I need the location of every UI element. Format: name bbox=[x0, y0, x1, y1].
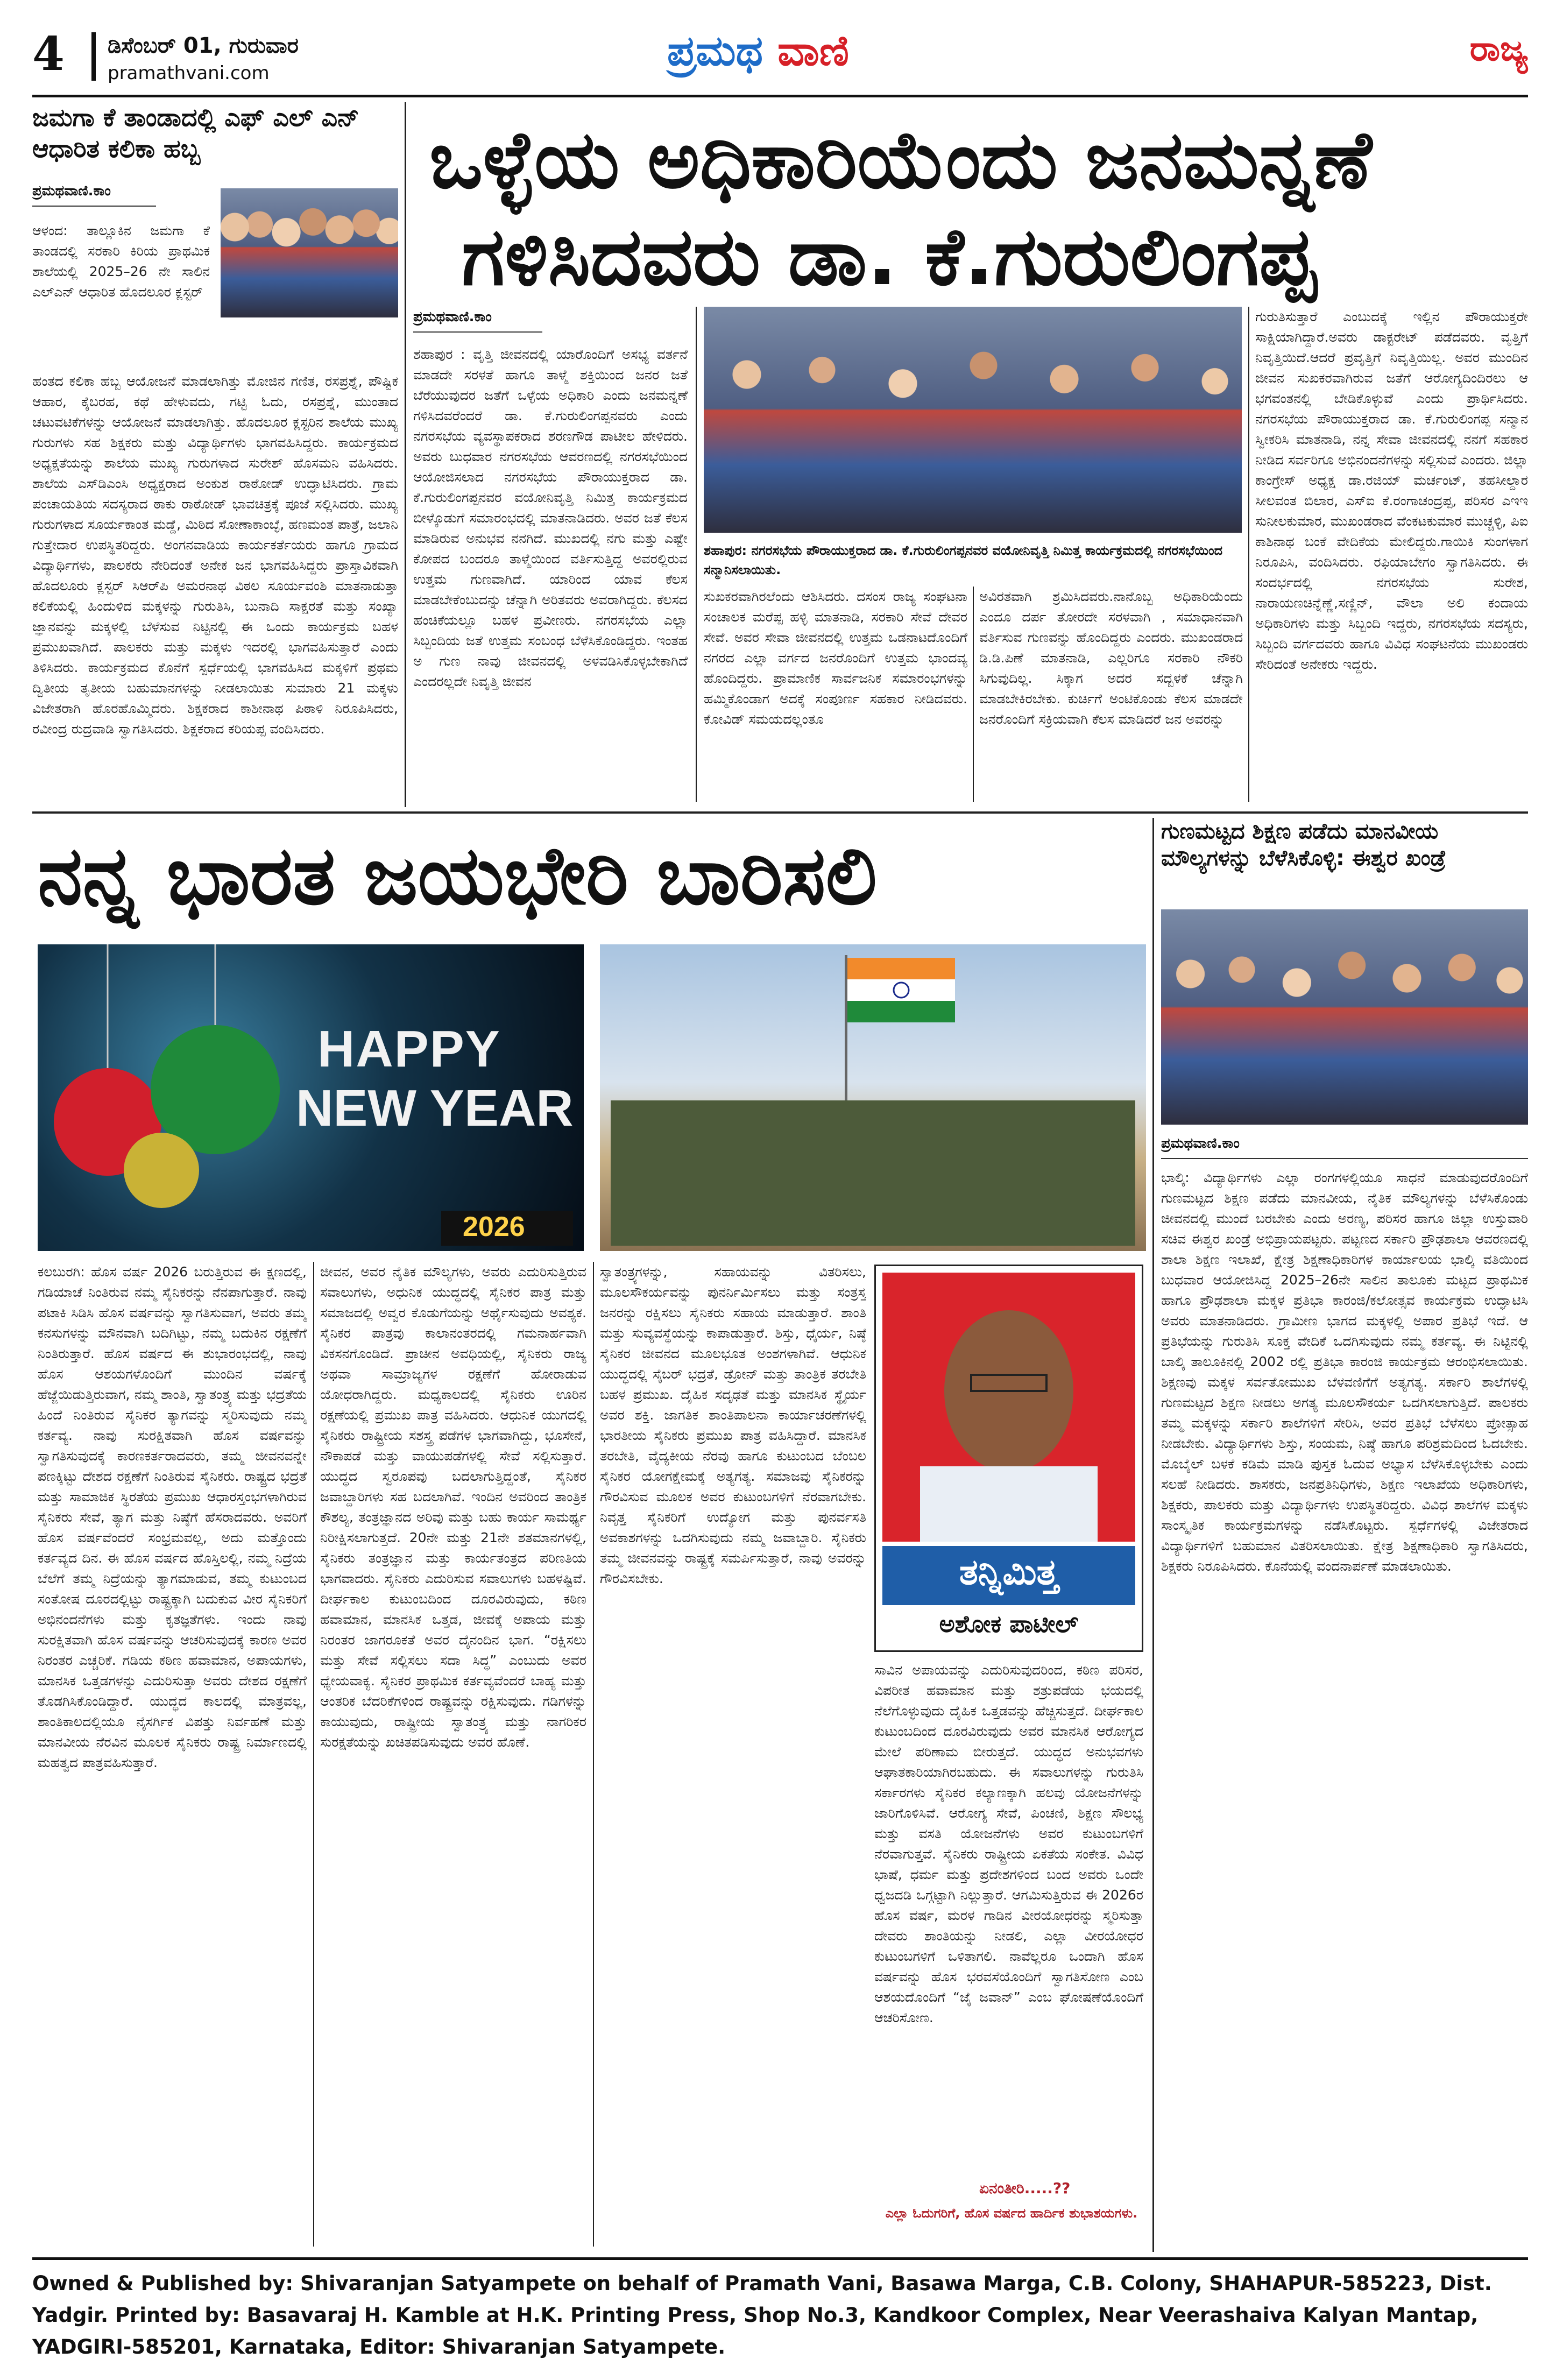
year-text: 2026 bbox=[463, 1211, 525, 1242]
byline-underline bbox=[1161, 1158, 1528, 1159]
author-name: ಅಶೋಕ ಪಾಟೀಲ್ bbox=[939, 1611, 1079, 1638]
article-col-2: ಜೀವನ, ಅವರ ನೈತಿಕ ಮೌಲ್ಯಗಳು, ಅವರು ಎದುರಿಸುತ್ತಿರುವ ಸವಾಲುಗಳು, ಅಧುನಿಕ ಯುದ್ಧದಲ್ಲಿ ಸೈನಿಕರ ಪಾತ್ರ ಮತ್ತು ಸಮಾಜದಲ್ಲಿ ಅವ್ವರ ಕೊಡುಗೆಯನ್ನು ಅರ್ಥೈಸುವುದು ಅವಶ್ಯಕ. ಸೈನಿಕರ ಪಾತ್ರವು ಕಾಲಾನಂತರದಲ್ಲಿ ಗಮನಾರ್ಹವಾಗಿ ವಿಕಸನಗೊಂಡಿದೆ. ಪ್ರಾಚೀನ ಅವಧಿಯಲ್ಲಿ, ಸೈನಿಕರು ರಾಜ್ಯ ಅಥವಾ ಸಾಮ್ರಾಜ್ಯಗಳ ರಕ್ಷಣೆಗೆ ಹೋರಾಡುವ ಯೋಧರಾಗಿದ್ದರು. ಮಧ್ಯಕಾಲದಲ್ಲಿ ಸೈನಿಕರು ಊರಿನ ರಕ್ಷಣೆಯಲ್ಲಿ ಪ್ರಮುಖ ಪಾತ್ರ ವಹಿಸಿದರು. ಆಧುನಿಕ ಯುಗದಲ್ಲಿ ಸೈನಿಕರು ರಾಷ್ಟ್ರೀಯ ಸಶಸ್ತ್ರ ಪಡೆಗಳ ಭಾಗವಾಗಿದ್ದು, ಭೂಸೇನೆ, ನೌಕಾಪಡೆ ಮತ್ತು ವಾಯುಪಡೆಗಳಲ್ಲಿ ಸೇವೆ ಸಲ್ಲಿಸುತ್ತಾರೆ. ಯುದ್ಧದ ಸ್ವರೂಪವು ಬದಲಾಗುತ್ತಿದ್ದಂತೆ, ಸೈನಿಕರ ಜವಾಬ್ದಾರಿಗಳು ಸಹ ಬದಲಾಗಿವೆ. ಇಂದಿನ ಅವರಿಂದ ತಾಂತ್ರಿಕ ಕೌಶಲ್ಯ, ತಂತ್ರಜ್ಞಾನದ ಅರಿವು ಮತ್ತು ಬಹು ಕಾರ್ಯ ಸಾಮರ್ಥ್ಯ ನಿರೀಕ್ಷಿಸಲಾಗುತ್ತದೆ. 20ನೇ ಮತ್ತು 21ನೇ ಶತಮಾನಗಳಲ್ಲಿ, ಸೈನಿಕರು ತಂತ್ರಜ್ಞಾನ ಮತ್ತು ಕಾರ್ಯತಂತ್ರದ ಪರಿಣತಿಯ ಭಾಗವಾದರು. ಸೈನಿಕರು ಎದುರಿಸುವ ಸವಾಲುಗಳು ಬಹಳಷ್ಟಿವೆ. ದೀರ್ಘಕಾಲ ಕುಟುಂಬದಿಂದ ದೂರವಿರುವುದು, ಕಠಿಣ ಹವಾಮಾನ, ಮಾನಸಿಕ ಒತ್ತಡ, ಜೀವಕ್ಕೆ ಅಪಾಯ ಮತ್ತು ನಿರಂತರ ಜಾಗರೂಕತೆ ಅವರ ದೈನಂದಿನ ಭಾಗ. “ರಕ್ಷಿಸಲು ಮತ್ತು ಸೇವೆ ಸಲ್ಲಿಸಲು ಸದಾ ಸಿದ್ಧ” ಎಂಬುದು ಅವರ ಧ್ಯೇಯವಾಕ್ಯ. ಸೈನಿಕರ ಪ್ರಾಥಮಿಕ ಕರ್ತವ್ಯವೆಂದರೆ ಬಾಹ್ಯ ಮತ್ತು ಆಂತರಿಕ ಬೆದರಿಕೆಗಳಿಂದ ರಾಷ್ಟ್ರವನ್ನು ರಕ್ಷಿಸುವುದು. ಗಡಿಗಳನ್ನು ಕಾಯುವುದು, ರಾಷ್ಟ್ರೀಯ ಸ್ವಾತಂತ್ರ್ಯ ಮತ್ತು ನಾಗರಿಕರ ಸುರಕ್ಷತೆಯನ್ನು ಖಚಿತಪಡಿಸುವುದು ಅವರ ಹೊಣೆ. bbox=[320, 1264, 586, 1750]
column-divider bbox=[313, 1262, 314, 2247]
section-divider bbox=[32, 811, 1528, 814]
new-year-photo bbox=[38, 944, 584, 1251]
article-col-3: ಅವಿರತವಾಗಿ ಶ್ರಮಿಸಿದವರು.ನಾನೊಬ್ಬ ಅಧಿಕಾರಿಯೆಂದು ಎಂದೂ ದರ್ಪ ತೋರದೇ ಸರಳವಾಗಿ , ಸಮಾಧಾನವಾಗಿ ವರ್ತಿಸುವ ಗುಣವನ್ನು ಹೊಂದಿದ್ದರು ಎಂದರು. ಮುಖಂಡರಾದ ಡಿ.ಡಿ.ಪಿಣೆ ಮಾತನಾಡಿ, ಎಲ್ಲರಿಗೂ ಸರಕಾರಿ ನೌಕರಿ ಸಿಗುವುದಿಲ್ಲ. ಸಿಕ್ಕಾಗ ಅದರ ಸದ್ಬಳಕೆ ಚೆನ್ನಾಗಿ ಮಾಡಬೇಕಿರಬೇಕು. ಕುರ್ಚಿಗೆ ಅಂಟಿಕೊಂಡು ಕೆಲಸ ಮಾಡದೇ ಜನರೊಂದಿಗೆ ಸಕ್ರಿಯವಾಗಿ ಕೆಲಸ ಮಾಡಿದರೆ ಜನ ಅವರನ್ನು bbox=[979, 589, 1243, 727]
article-col-1: ಕಲಬುರಗಿ: ಹೊಸ ವರ್ಷ 2026 ಬರುತ್ತಿರುವ ಈ ಕ್ಷಣದಲ್ಲಿ, ಗಡಿಯಾಚೆ ನಿಂತಿರುವ ನಮ್ಮ ಸೈನಿಕರನ್ನು ನೆನಪಾಗುತ್ತಾರೆ. ನಾವು ಪಟಾಕಿ ಸಿಡಿಸಿ ಹೊಸ ವರ್ಷವನ್ನು ಸ್ವಾಗತಿಸುವಾಗ, ಅವರು ತಮ್ಮ ಕನಸುಗಳನ್ನು ಮೌನವಾಗಿ ಬದಿಗಿಟ್ಟು, ನಮ್ಮ ಬದುಕಿನ ರಕ್ಷಣೆಗೆ ನಿಂತಿರುತ್ತಾರೆ. ಹೊಸ ವರ್ಷದ ಈ ಶುಭಾರಂಭದಲ್ಲಿ, ನಾವು ಹೊಸ ಆಶಯಗಳೊಂದಿಗೆ ಮುಂದಿನ ವರ್ಷಕ್ಕೆ ಹೆಜ್ಜೆಯಿಡುತ್ತಿರುವಾಗ, ನಮ್ಮ ಶಾಂತಿ, ಸ್ವಾತಂತ್ರ್ಯ ಮತ್ತು ಭದ್ರತೆಯ ಹಿಂದೆ ನಿಂತಿರುವ ಸೈನಿಕರ ತ್ಯಾಗವನ್ನು ಸ್ಮರಿಸುವುದು ನಮ್ಮ ಕರ್ತವ್ಯ. ನಾವು ಸುರಕ್ಷಿತವಾಗಿ ಹೊಸ ವರ್ಷವನ್ನು ಸ್ವಾಗತಿಸುವುದಕ್ಕೆ ಕಾರಣಕರ್ತರಾದವರು, ತಮ್ಮ ಜೀವನವನ್ನೇ ಪಣಕ್ಕಿಟ್ಟು ದೇಶದ ರಕ್ಷಣೆಗೆ ನಿಂತಿರುವ ಸೈನಿಕರು. ರಾಷ್ಟ್ರದ ಭದ್ರತೆ ಮತ್ತು ಸಾಮಾಜಿಕ ಸ್ಥಿರತೆಯ ಪ್ರಮುಖ ಆಧಾರಸ್ತಂಭಗಳಾಗಿರುವ ಸೈನಿಕರು ಸೇವೆ, ತ್ಯಾಗ ಮತ್ತು ನಿಷ್ಠೆಗೆ ಹೆಸರಾದವರು. ಅವರಿಗೆ ಹೊಸ ವರ್ಷವೆಂದರೆ ಸಂಭ್ರಮವಲ್ಲ, ಅದು ಮತ್ತೊಂದು ಕರ್ತವ್ಯದ ದಿನ. ಈ ಹೊಸ ವರ್ಷದ ಹೊಸ್ತಿಲಲ್ಲಿ, ನಮ್ಮ ನಿದ್ರೆಯ ಬೆಲೆಗೆ ತಮ್ಮ ನಿದ್ರೆಯನ್ನು ತ್ಯಾಗಮಾಡುವ, ತಮ್ಮ ಕುಟುಂಬದ ಸಂತೋಷ ದೂರದಲ್ಲಿಟ್ಟು ರಾಷ್ಟ್ರಕ್ಕಾಗಿ ಬದುಕುವ ವೀರ ಸೈನಿಕರಿಗೆ ಅಭಿನಂದನೆಗಳು ಮತ್ತು ಕೃತಜ್ಞತೆಗಳು. ಇಂದು ನಾವು ಸುರಕ್ಷಿತವಾಗಿ ಹೊಸ ವರ್ಷವನ್ನು ಆಚರಿಸುವುದಕ್ಕೆ ಕಾರಣ ಅವರ ನಿರಂತರ ಎಚ್ಚರಿಕೆ. ಗಡಿಯ ಕಠಿಣ ಹವಾಮಾನ, ಅಪಾಯಗಳು, ಮಾನಸಿಕ ಒತ್ತಡಗಳನ್ನು ಎದುರಿಸುತ್ತಾ ಅವರು ದೇಶದ ರಕ್ಷಣೆಗೆ ತೊಡಗಿಸಿಕೊಂಡಿದ್ದಾರೆ. ಯುದ್ಧದ ಕಾಲದಲ್ಲಿ ಮಾತ್ರವಲ್ಲ, ಶಾಂತಿಕಾಲದಲ್ಲಿಯೂ ನೈಸರ್ಗಿಕ ವಿಪತ್ತು ನಿರ್ವಹಣೆ ಮತ್ತು ಮಾನವೀಯ ನೆರವಿನ ಮೂಲಕ ಸೈನಿಕರು ರಾಷ್ಟ್ರ ನಿರ್ಮಾಣದಲ್ಲಿ ಮಹತ್ವದ ಪಾತ್ರವಹಿಸುತ್ತಾರೆ. bbox=[38, 1264, 307, 1770]
article-body: ಹಂತದ ಕಲಿಕಾ ಹಬ್ಬ ಆಯೋಜನೆ ಮಾಡಲಾಗಿತ್ತು ಮೋಜಿನ ಗಣಿತ, ರಸಪ್ರಶ್ನೆ, ಪೌಷ್ಟಿಕ ಆಹಾರ, ಕೈಬರಹ, ಕಥೆ ಹೇಳುವದು, ಗಟ್ಟಿ ಓದು, ರಸಪ್ರಶ್ನೆ, ಮುಂತಾದ ಚಟುವಟಿಕೆಗಳನ್ನು ಆಯೋಜನೆ ಮಾಡಲಾಗಿತ್ತು. ಹೊದಲೂರ ಕ್ಲಸ್ಟರಿನ ಶಾಲೆಯ ಮುಖ್ಯ ಗುರುಗಳು ಸಹ ಶಿಕ್ಷಕರು ಮತ್ತು ವಿದ್ಯಾರ್ಥಿಗಳು ಭಾಗವಹಿಸಿದ್ದರು. ಕಾರ್ಯಕ್ರಮದ ಅಧ್ಯಕ್ಷತೆಯನ್ನು ಶಾಲೆಯ ಮುಖ್ಯ ಗುರುಗಳಾದ ಸುರೇಶ್ ಹೊಸಮನಿ ವಹಿಸಿದರು. ಶಾಲೆಯ ಎಸ್‌ಡಿಎಂಸಿ ಅಧ್ಯಕ್ಷರಾದ ಅಂಕುಶ ರಾಠೋಡ್ ಉದ್ಘಾಟಿಸಿದರು. ಗ್ರಾಮ ಪಂಚಾಯತಿಯ ಸದಸ್ಯರಾದ ಠಾಕು ರಾಠೋಡ್ ಭಾವಚಿತ್ರಕ್ಕೆ ಪೂಜೆ ಸಲ್ಲಿಸಿದರು. ಮುಖ್ಯ ಗುರುಗಳಾದ ಸೂರ್ಯಕಾಂತ ಮಡ್ಡೆ, ಮಿಠಿದ ಸೋಣಾಕಾಂಬ್ಳೆ, ಹಣಮಂತ ಪಾತ್ರೆ, ಜಲಾನಿ ಗುತ್ತೇದಾರ ಉಪಸ್ಥಿತರಿದ್ದರು. ಅಂಗನವಾಡಿಯ ಕಾರ್ಯಕರ್ತೆಯರು ಹಾಗೂ ಗ್ರಾಮದ ವಿದ್ಯಾರ್ಥಿಗಳು, ಪಾಲಕರು ನೇರಿದಂತೆ ಅನೇಕ ಜನ ಭಾಗವಹಿಸಿದ್ದರು ಪ್ರಾಸ್ತಾವಿಕವಾಗಿ ಹೊದಲೂರು ಕ್ಲಸ್ಟರ್ ಸಿಆರ್‌ಪಿ ಅಮರನಾಥ ವಿಠಲ ಸೂರ್ಯವಂಶಿ ಮಾತನಾಡುತ್ತಾ ಕಲಿಕೆಯಲ್ಲಿ ಹಿಂದುಳಿದ ಮಕ್ಕಳನ್ನು ಗುರುತಿಸಿ, ಬುನಾದಿ ಸಾಕ್ಷರತೆ ಮತ್ತು ಸಂಖ್ಯಾ ಜ್ಞಾನವನ್ನು ಮಕ್ಕಳಲ್ಲಿ ಬೆಳೆಸುವ ನಿಟ್ಟಿನಲ್ಲಿ ಈ ಒಂದು ಕಾರ್ಯಕ್ರಮ ಬಹಳ ಪ್ರಮುಖವಾಗಿದೆ. ಪಾಲಕರು ಮತ್ತು ಮಕ್ಕಳು ಇದರಲ್ಲಿ ಭಾಗವಹಿಸುತ್ತಾರೆ ಎಂದು ತಿಳಿಸಿದರು. ಕಾರ್ಯಕ್ರಮದ ಕೊನೆಗೆ ಸ್ಪರ್ಧೆಯಲ್ಲಿ ಭಾಗವಹಿಸಿದ ಮಕ್ಕಳಿಗೆ ಪ್ರಥಮ ದ್ವಿತೀಯ ತೃತೀಯ ಬಹುಮಾನಗಳನ್ನು ನೀಡಲಾಯಿತು ಸುಮಾರು 21 ಮಕ್ಕಳು ವಿಜೇತರಾಗಿ ಹೊರಹೊಮ್ಮಿದರು. ಶಿಕ್ಷಕರಾದ ಕಾಶೀನಾಥ ಪಿಠಾಳಿ ನಿರೂಪಿಸಿದರು, ರವೀಂದ್ರ ರುದ್ರವಾಡಿ ಸ್ವಾಗತಿಸಿದರು. ಶಿಕ್ಷಕರಾದ ಕರಿಯಪ್ಪ ವಂದಿಸಿದರು. bbox=[32, 373, 398, 737]
article-col-2: ಸುಖಕರವಾಗಿರಲೆಂದು ಆಶಿಸಿದರು. ದಸಂಸ ರಾಜ್ಯ ಸಂಘಟನಾ ಸಂಚಾಲಕ ಮರೆಪ್ಪ ಹಳ್ಳಿ ಮಾತನಾಡಿ, ಸರಕಾರಿ ಸೇವೆ ದೇವರ ಸೇವೆ. ಅವರ ಸೇವಾ ಜೀವನದಲ್ಲಿ ಉತ್ತಮ ಒಡನಾಟದೊಂದಿಗೆ ನಗರದ ಎಲ್ಲಾ ವರ್ಗದ ಜನರೊಂದಿಗೆ ಉತ್ತಮ ಭಾಂದವ್ಯ ಹೊಂದಿದ್ದರು. ಪ್ರಾಮಾಣಿಕ ಸಾರ್ವಜನಿಕ ಸಮಾರಂಭಗಳನ್ನು ಹಮ್ಮಿಕೊಂಡಾಗ ಅದಕ್ಕೆ ಸಂಪೂರ್ಣ ಸಹಕಾರ ನೀಡಿದವರು. ಕೋವಿಡ್ ಸಮಯದಲ್ಲಂತೂ bbox=[704, 589, 967, 727]
newspaper-logo bbox=[667, 27, 849, 76]
issue-date: ಡಿಸೆಂಬರ್ 01, ಗುರುವಾರ bbox=[108, 33, 299, 58]
masthead-rule bbox=[32, 95, 1528, 97]
article-col-4: ಗುರುತಿಸುತ್ತಾರೆ ಎಂಬುದಕ್ಕೆ ಇಲ್ಲಿನ ಪೌರಾಯುಕ್ತರೇ ಸಾಕ್ಷಿಯಾಗಿದ್ದಾರೆ.ಅವರು ಡಾಕ್ಟರೇಟ್ ಪಡೆದವರು. ವೃತ್ತಿಗೆ ನಿವೃತ್ತಿಯಿದೆ.ಆದರೆ ಪ್ರವೃತ್ತಿಗೆ ನಿವೃತ್ತಿಯಿಲ್ಲ. ಅವರ ಮುಂದಿನ ಜೀವನ ಸುಖಕರವಾಗಿರುವ ಜತೆಗೆ ಆರೋಗ್ಯದಿಂದಿರಲು ಆ ಭಗವಂತನಲ್ಲಿ ಬೇಡಿಕೊಳ್ಳುವೆ ಎಂದು ಪ್ರಾರ್ಥಿಸಿದರು. ನಗರಸಭೆಯ ಪೌರಾಯುಕ್ತರಾದ ಡಾ. ಕೆ.ಗುರುಲಿಂಗಪ್ಪ ಸನ್ಮಾನ ಸ್ವೀಕರಿಸಿ ಮಾತನಾಡಿ, ನನ್ನ ಸೇವಾ ಜೀವನದಲ್ಲಿ ನನಗೆ ಸಹಕಾರ ನೀಡಿದ ಸರ್ವರಿಗೂ ಅಭಿನಂದನೆಗಳನ್ನು ಸಲ್ಲಿಸುವೆ ಎಂದರು. ಜಿಲ್ಲಾ ಕಾಂಗ್ರೇಸ್ ಅಧ್ಯಕ್ಷ ಡಾ.ರಜಿಯ್ ಮರ್ಚಂಟ್, ತಹಸೀಲ್ದಾರ ಸೀಲವಂತ ಬಿಲಾರ, ಎಸ್ಐ ಕೆ.ರಂಗಾಚಂದ್ರಪ್ಪ, ಪರಿಸರ ಎಇಇ ಸುನೀಲಕುಮಾರ, ಮುಖಂಡರಾದ ವೆಂಕಟಕುಮಾರ ಮುಚ್ಚಳ್ಳಿ, ಪಿಐ ಕಾಶಿನಾಥ ಬಂಕೆ ವೇದಿಕೆಯ ಮೇಲಿದ್ದರು.ಗಾಯಿಕಿ ಸುಂಗಳಾಗ ನಿರೂಪಿಸಿ, ವಂದಿಸಿದರು. ರಫಿಯಾಬೇಗಂ ಸ್ವಾಗತಿಸಿದರು. ಈ ಸಂದರ್ಭದಲ್ಲಿ ನಗರಸಭೆಯ ಸುರೇಶ, ನಾರಾಯಣಚಿನ್ನೆಣ್ಣೆ,ಸಣ್ಣಿನ್, ವೌಲಾ ಅಲಿ ಕಂದಾಯ ಅಧಿಕಾರಿಗಳು ಮತ್ತು ಸಿಬ್ಬಂದಿ ಇದ್ದರು, ನಗರಸಭೆಯ ಸದಸ್ಯರು, ಸಿಬ್ಬಂದಿ ವರ್ಗದವರು ಹಾಗೂ ವಿವಿಧ ಸಂಘಟನೆಯ ಮುಖಂಡರು ಸೇರಿದಂತೆ ಅನೇಕರು ಇದ್ದರು. bbox=[1255, 309, 1528, 672]
photo-caption: ಶಹಾಪುರ: ನಗರಸಭೆಯ ಪೌರಾಯುಕ್ತರಾದ ಡಾ. ಕೆ.ಗುರುಲಿಂಗಪ್ಪನವರ ವಯೋನಿವೃತ್ತಿ ನಿಮಿತ್ತ ಕಾರ್ಯಕ್ರಮದಲ್ಲಿ ನಗರಸಭೆಯಿಂದ ಸನ್ಮಾನಿಸಲಾಯಿತು. bbox=[704, 543, 1223, 577]
school-event-photo bbox=[1161, 909, 1528, 1125]
flag-saffron-band bbox=[847, 958, 955, 979]
column-divider bbox=[973, 587, 974, 802]
byline-underline bbox=[32, 206, 156, 207]
school-event-photo bbox=[221, 188, 398, 317]
author-portrait bbox=[882, 1273, 1135, 1542]
article-title: ಗುಣಮಟ್ಟದ ಶಿಕ್ಷಣ ಪಡೆದು ಮಾನವೀಯ ಮೌಲ್ಯಗಳನ್ನು ಬೆಳೆಸಿಕೊಳ್ಳಿ: ಈಶ್ವರ ಖಂಡ್ರೆ bbox=[1161, 819, 1446, 871]
section-label: ರಾಜ್ಯ bbox=[1469, 29, 1528, 69]
article-byline: ಪ್ರಮಥವಾಣಿ.ಕಾಂ bbox=[32, 183, 111, 199]
happy-text: HAPPY bbox=[317, 1020, 501, 1078]
headline-line-1: ಒಳ್ಳೆಯ ಅಧಿಕಾರಿಯೆಂದು ಜನಮನ್ನಣೆ bbox=[429, 114, 1372, 206]
felicitation-photo bbox=[704, 307, 1242, 533]
imprint-footer bbox=[32, 2257, 1528, 2359]
article-title: ಜಮಗಾ ಕೆ ತಾಂಡಾದಲ್ಲಿ ಎಫ್ ಎಲ್ ಎನ್ ಆಧಾರಿತ ಕಲಿಕಾ ಹಬ್ಬ bbox=[32, 103, 359, 163]
article-jamaga bbox=[32, 102, 398, 802]
masthead-divider bbox=[91, 32, 96, 81]
gold-ornament-icon bbox=[124, 1133, 199, 1208]
headline-line-2: ಗಳಿಸಿದವರು ಡಾ. ಕೆ.ಗುರುಲಿಂಗಪ್ಪ bbox=[462, 210, 1317, 303]
website-link[interactable]: pramathvani.com bbox=[108, 62, 270, 84]
headline: ನನ್ನ ಭಾರತ ಜಯಭೇರಿ ಬಾರಿಸಲಿ bbox=[38, 829, 878, 923]
article-col-3: ಸ್ವಾತಂತ್ರ್ಯಗಳನ್ನು, ಸಹಾಯವನ್ನು ವಿತರಿಸಲು, ಮೂಲಸೌಕರ್ಯವನ್ನು ಪುನರ್ನಿರ್ಮಿಸಲು ಮತ್ತು ಸಂತ್ರಸ್ತ ಜನರನ್ನು ರಕ್ಷಿಸಲು ಸೈನಿಕರು ಸಹಾಯ ಮಾಡುತ್ತಾರೆ. ಶಾಂತಿ ಮತ್ತು ಸುವ್ಯವಸ್ಥೆಯನ್ನು ಕಾಪಾಡುತ್ತಾರೆ. ಶಿಸ್ತು, ಧೈರ್ಯ, ನಿಷ್ಠೆ ಸೈನಿಕರ ಜೀವನದ ಮೂಲಭೂತ ಅಂಶಗಳಾಗಿವೆ. ಆಧುನಿಕ ಯುದ್ಧದಲ್ಲಿ ಸೈಬರ್ ಭದ್ರತೆ, ಡ್ರೋನ್ ಮತ್ತು ತಾಂತ್ರಿಕ ತರಬೇತಿ ಬಹಳ ಪ್ರಮುಖ. ದೈಹಿಕ ಸದೃಢತೆ ಮತ್ತು ಮಾನಸಿಕ ಸ್ಥೈರ್ಯ ಅವರ ಶಕ್ತಿ. ಜಾಗತಿಕ ಶಾಂತಿಪಾಲನಾ ಕಾರ್ಯಾಚರಣೆಗಳಲ್ಲಿ ಭಾರತೀಯ ಸೈನಿಕರು ಪ್ರಮುಖ ಪಾತ್ರ ವಹಿಸಿದ್ದಾರೆ. ಮಾನಸಿಕ ತರಬೇತಿ, ವೈದ್ಯಕೀಯ ನೆರವು ಹಾಗೂ ಕುಟುಂಬದ ಬೆಂಬಲ ಸೈನಿಕರ ಯೋಗಕ್ಷೇಮಕ್ಕೆ ಅತ್ಯಗತ್ಯ. ಸಮಾಜವು ಸೈನಿಕರನ್ನು ಗೌರವಿಸುವ ಮೂಲಕ ಅವರ ಕುಟುಂಬಗಳಿಗೆ ನೆರವಾಗಬೇಕು. ನಿವೃತ್ತ ಸೈನಿಕರಿಗೆ ಉದ್ಯೋಗ ಮತ್ತು ಪುನರ್ವಸತಿ ಅವಕಾಶಗಳನ್ನು ಒದಗಿಸುವುದು ನಮ್ಮ ಜವಾಬ್ದಾರಿ. ಸೈನಿಕರು ತಮ್ಮ ಜೀವನವನ್ನು ರಾಷ್ಟ್ರಕ್ಕೆ ಸಮರ್ಪಿಸುತ್ತಾರೆ, ನಾವು ಅವರನ್ನು ಗೌರವಿಸಬೇಕು. bbox=[600, 1264, 866, 1586]
imprint-text: Owned & Published by: Shivaranjan Satyampete on behalf of Pramath Vani, Basawa Marga, C.B. Colony, SHAHAPUR-585223, Dist. Yadgir. Printed by: Basavaraj H. Kamble at H.K. Printing Press, Shop No.3, Kandkoor Complex, Near Veerashaiva Kalyan Mantap, YADGIRI-585201, Karnataka, Editor: Shivaranjan Satyampete. bbox=[32, 2272, 1492, 2359]
article-col-1: ಶಹಾಪುರ : ವೃತ್ತಿ ಜೀವನದಲ್ಲಿ ಯಾರೊಂದಿಗೆ ಅಸಭ್ಯ ವರ್ತನೆ ಮಾಡದೇ ಸರಳತೆ ಹಾಗೂ ತಾಳ್ಮೆ ಶಕ್ತಿಯಿಂದ ಜನರ ಜತೆ ಬೆರೆಯುವುದರ ಜತೆಗೆ ಒಳ್ಳೆಯ ಅಧಿಕಾರಿ ಎಂದು ಜನಮನ್ನಣೆ ಗಳಿಸಿದವರೆಂದರೆ ಡಾ. ಕೆ.ಗುರುಲಿಂಗಪ್ಪನವರು ಎಂದು ನಗರಸಭೆಯ ವ್ಯವಸ್ಥಾಪಕರಾದ ಶರಣಗೌಡ ಪಾಟೀಲ ಹೇಳಿದರು. ಅವರು ಬುಧವಾರ ನಗರಸಭೆಯ ಆವರಣದಲ್ಲಿ ನಗರಸಭೆಯಿಂದ ಆಯೋಜಿಸಲಾದ ನಗರಸಭೆಯ ಪೌರಾಯುಕ್ತರಾದ ಡಾ. ಕೆ.ಗುರುಲಿಂಗಪ್ಪನವರ ವಯೋನಿವೃತ್ತಿ ನಿಮಿತ್ತ ಕಾರ್ಯಕ್ರಮದ ಬೀಳ್ಕೊಡುಗೆ ಸಮಾರಂಭದಲ್ಲಿ ಮಾತನಾಡಿದರು. ಅವರ ಜತೆ ಕೆಲಸ ಮಾಡಿರುವ ಅನುಭವ ನನಗಿದೆ. ಮುಖದಲ್ಲಿ ನಗು ಮತ್ತು ಎಷ್ಟೇ ಕೋಪದ ಬಂದರೂ ತಾಳ್ಮೆಯಿಂದ ವರ್ತಿಸುತ್ತಿದ್ದ ಅವರಲ್ಲಿರುವ ಉತ್ತಮ ಗುಣವಾಗಿದೆ. ಯಾರಿಂದ ಯಾವ ಕೆಲಸ ಮಾಡಬೇಕೆಂಬುದನ್ನು ಚೆನ್ನಾಗಿ ಅರಿತವರು ಅವರಾಗಿದ್ದರು. ಕೆಲಸದ ಹಂಚಿಕೆಯಲ್ಲೂ ಬಹಳ ಪ್ರವೀಣರು. ನಗರಸಭೆಯ ಎಲ್ಲಾ ಸಿಬ್ಬಂದಿಯ ಜತೆ ಉತ್ತಮ ಸಂಬಂಧ ಬೆಳೆಸಿಕೊಂಡಿದ್ದರು. ಇಂತಹ ಅ ಗುಣ ನಾವು ಜೀವನದಲ್ಲಿ ಅಳವಡಿಸಿಕೊಳ್ಳಬೇಕಾಗಿದೆ ಎಂದರಲ್ಲದೇ ನಿವೃತ್ತಿ ಜೀವನ bbox=[413, 347, 688, 689]
columnist-box bbox=[874, 1265, 1143, 1652]
closing-greeting: ಎಲ್ಲಾ ಓದುಗರಿಗೆ, ಹೊಸ ವರ್ಷದ ಹಾರ್ದಿಕ ಶುಭಾಶಯಗಳು. bbox=[885, 2206, 1138, 2221]
new-year-text: NEW YEAR bbox=[296, 1079, 574, 1137]
soldiers-formation bbox=[611, 1100, 1135, 1246]
column-divider bbox=[1248, 307, 1249, 802]
article-ishwar bbox=[1161, 818, 1528, 2249]
article-lead: ಆಳಂದ: ತಾಲ್ಲೂಕಿನ ಜಮಗಾ ಕೆ ತಾಂಡದಲ್ಲಿ ಸರಕಾರಿ ಕಿರಿಯ ಪ್ರಾಥಮಿಕ ಶಾಲೆಯಲ್ಲಿ 2025–26 ನೇ ಸಾಲಿನ ಎಲ್ಎನ್ ಆಧಾರಿತ ಹೊದಲೂರ ಕ್ಲಸ್ಟರ್ bbox=[32, 223, 210, 300]
column-name: ತನ್ನಿಮಿತ್ತ bbox=[959, 1551, 1059, 1593]
author-shirt bbox=[920, 1466, 1098, 1542]
logo-part-1: ಪ್ರಮಥ bbox=[667, 27, 778, 75]
article-col-4: ಸಾವಿನ ಅಪಾಯವನ್ನು ಎದುರಿಸುವುದರಿಂದ, ಕಠಿಣ ಪರಿಸರ, ವಿಪರೀತ ಹವಾಮಾನ ಮತ್ತು ಶತ್ರುಪಡೆಯ ಭಯದಲ್ಲಿ ನೆಲೆಗೊಳ್ಳುವುದು ದೈಹಿಕ ಒತ್ತಡವನ್ನು ಹೆಚ್ಚಿಸುತ್ತದೆ. ದೀರ್ಘಕಾಲ ಕುಟುಂಬದಿಂದ ದೂರವಿರುವುದು ಅವರ ಮಾನಸಿಕ ಆರೋಗ್ಯದ ಮೇಲೆ ಪರಿಣಾಮ ಬೀರುತ್ತದೆ. ಯುದ್ಧದ ಅನುಭವಗಳು ಆಘಾತಕಾರಿಯಾಗಿರಬಹುದು. ಈ ಸವಾಲುಗಳನ್ನು ಗುರುತಿಸಿ ಸರ್ಕಾರಗಳು ಸೈನಿಕರ ಕಲ್ಯಾಣಕ್ಕಾಗಿ ಹಲವು ಯೋಜನೆಗಳನ್ನು ಜಾರಿಗೊಳಿಸಿವೆ. ಆರೋಗ್ಯ ಸೇವೆ, ಪಿಂಚಣಿ, ಶಿಕ್ಷಣ ಸೌಲಭ್ಯ ಮತ್ತು ವಸತಿ ಯೋಜನೆಗಳು ಅವರ ಕುಟುಂಬಗಳಿಗೆ ನೆರವಾಗುತ್ತವೆ. ಸೈನಿಕರು ರಾಷ್ಟ್ರೀಯ ಏಕತೆಯ ಸಂಕೇತ. ವಿವಿಧ ಭಾಷೆ, ಧರ್ಮ ಮತ್ತು ಪ್ರದೇಶಗಳಿಂದ ಬಂದ ಅವರು ಒಂದೇ ಧ್ವಜದಡಿ ಒಗ್ಗಟ್ಟಾಗಿ ನಿಲ್ಲುತ್ತಾರೆ. ಆಗಮಿಸುತ್ತಿರುವ ಈ 2026ರ ಹೊಸ ವರ್ಷ, ಮರಳ ಗಾಡಿನ ವೀರಯೋಧರನ್ನು ಸ್ಮರಿಸುತ್ತಾ ದೇವರು ಶಾಂತಿಯನ್ನು ನೀಡಲಿ, ಎಲ್ಲಾ ವೀರಯೋಧರ ಕುಟುಂಬಗಳಿಗೆ ಒಳಿತಾಗಲಿ. ನಾವೆಲ್ಲರೂ ಒಂದಾಗಿ ಹೊಸ ವರ್ಷವನ್ನು ಹೊಸ ಭರವಸೆಯೊಂದಿಗೆ ಸ್ವಾಗತಿಸೋಣ ಎಂಬ ಆಶಯದೊಂದಿಗೆ “ಜೈ ಜವಾನ್” ಎಂಬ ಘೋಷಣೆಯೊಂದಿಗೆ ಆಚರಿಸೋಣ. bbox=[874, 1662, 1143, 2025]
masthead bbox=[32, 22, 1528, 91]
article-gurulingappa bbox=[413, 102, 1528, 807]
flag-green-band bbox=[847, 1001, 955, 1022]
article-body: ಭಾಲ್ಕಿ: ವಿದ್ಯಾರ್ಥಿಗಳು ಎಲ್ಲಾ ರಂಗಗಳಲ್ಲಿಯೂ ಸಾಧನೆ ಮಾಡುವುದರೊಂದಿಗೆ ಗುಣಮಟ್ಟದ ಶಿಕ್ಷಣ ಪಡೆದು ಮಾನವೀಯ, ನೈತಿಕ ಮೌಲ್ಯಗಳನ್ನು ಬೆಳೆಸಿಕೊಂಡು ಜೀವನದಲ್ಲಿ ಮುಂದೆ ಬರಬೇಕು ಎಂದು ಅರಣ್ಯ, ಪರಿಸರ ಹಾಗೂ ಜಿಲ್ಲಾ ಉಸ್ತುವಾರಿ ಸಚಿವ ಈಶ್ವರ ಖಂಡ್ರೆ ಅಭಿಪ್ರಾಯಪಟ್ಟರು. ಪಟ್ಟಣದ ಸರ್ಕಾರಿ ಪ್ರೌಢಶಾಲಾ ಆವರಣದಲ್ಲಿ ಶಾಲಾ ಶಿಕ್ಷಣ ಇಲಾಖೆ, ಕ್ಷೇತ್ರ ಶಿಕ್ಷಣಾಧಿಕಾರಿಗಳ ಕಾರ್ಯಾಲಯ ಭಾಲ್ಕಿ ವತಿಯಿಂದ ಬುಧವಾರ ಆಯೋಜಿಸಿದ್ದ 2025–26ನೇ ಸಾಲಿನ ತಾಲೂಕು ಮಟ್ಟದ ಪ್ರಾಥಮಿಕ ಹಾಗೂ ಪ್ರೌಢಶಾಲಾ ಮಕ್ಕಳ ಪ್ರತಿಭಾ ಕಾರಂಜಿ/ಕಲೋತ್ಸವ ಕಾರ್ಯಕ್ರಮ ಉದ್ಘಾಟಿಸಿ ಅವರು ಮಾತನಾಡಿದರು. ಗ್ರಾಮೀಣ ಭಾಗದ ಮಕ್ಕಳಲ್ಲಿ ಅಪಾರ ಪ್ರತಿಭೆ ಇದೆ. ಆ ಪ್ರತಿಭೆಯನ್ನು ಗುರುತಿಸಿ ಸೂಕ್ತ ವೇದಿಕೆ ಒದಗಿಸುವುದು ನಮ್ಮ ಕರ್ತವ್ಯ. ಈ ನಿಟ್ಟಿನಲ್ಲಿ ಬಾಲ್ಕಿ ತಾಲೂಕಿನಲ್ಲಿ 2002 ರಲ್ಲಿ ಪ್ರತಿಭಾ ಕಾರಂಜಿ ಕಾರ್ಯಕ್ರಮ ಆರಂಭಿಸಲಾಯಿತು. ಶಿಕ್ಷಣವು ಮಕ್ಕಳ ಸರ್ವತೋಮುಖ ಬೆಳವಣಿಗೆಗೆ ಅತ್ಯಗತ್ಯ. ಸರ್ಕಾರಿ ಶಾಲೆಗಳಲ್ಲಿ ಗುಣಮಟ್ಟದ ಶಿಕ್ಷಣ ನೀಡಲು ಅಗತ್ಯ ಮೂಲಸೌಕರ್ಯ ಒದಗಿಸಲಾಗುತ್ತಿದೆ. ಪಾಲಕರು ತಮ್ಮ ಮಕ್ಕಳನ್ನು ಸರ್ಕಾರಿ ಶಾಲೆಗಳಿಗೆ ಸೇರಿಸಿ, ಅವರ ಪ್ರತಿಭೆ ಬೆಳೆಸಲು ಪ್ರೋತ್ಸಾಹ ನೀಡಬೇಕು. ವಿದ್ಯಾರ್ಥಿಗಳು ಶಿಸ್ತು, ಸಂಯಮ, ನಿಷ್ಠೆ ಹಾಗೂ ಪರಿಶ್ರಮದಿಂದ ಓದಬೇಕು. ಮೊಬೈಲ್ ಬಳಕೆ ಕಡಿಮೆ ಮಾಡಿ ಪುಸ್ತಕ ಓದುವ ಅಭ್ಯಾಸ ಬೆಳೆಸಿಕೊಳ್ಳಬೇಕು ಎಂದು ಸಲಹೆ ನೀಡಿದರು. ಶಾಸಕರು, ಜನಪ್ರತಿನಿಧಿಗಳು, ಶಿಕ್ಷಣ ಇಲಾಖೆಯ ಅಧಿಕಾರಿಗಳು, ಶಿಕ್ಷಕರು, ಪಾಲಕರು ಮತ್ತು ವಿದ್ಯಾರ್ಥಿಗಳು ಉಪಸ್ಥಿತರಿದ್ದರು. ವಿವಿಧ ಶಾಲೆಗಳ ಮಕ್ಕಳು ಸಾಂಸ್ಕೃತಿಕ ಕಾರ್ಯಕ್ರಮಗಳನ್ನು ನಡೆಸಿಕೊಟ್ಟರು. ಸ್ಪರ್ಧೆಗಳಲ್ಲಿ ವಿಜೇತರಾದ ವಿದ್ಯಾರ್ಥಿಗಳಿಗೆ ಬಹುಮಾನ ವಿತರಿಸಲಾಯಿತು. ಕ್ಷೇತ್ರ ಶಿಕ್ಷಣಾಧಿಕಾರಿ ಸ್ವಾಗತಿಸಿದರು, ಶಿಕ್ಷಕರು ನಿರೂಪಿಸಿದರು. ಕೊನೆಯಲ್ಲಿ ವಂದನಾರ್ಪಣೆ ಮಾಡಲಾಯಿತು. bbox=[1161, 1170, 1528, 1574]
logo-part-2: ವಾಣಿ bbox=[777, 27, 849, 75]
column-divider bbox=[1152, 818, 1154, 2252]
column-divider bbox=[593, 1262, 594, 2247]
column-divider bbox=[696, 307, 697, 802]
column-divider bbox=[405, 102, 406, 807]
closing-question: ಏನಂತೀರಿ.....?? bbox=[979, 2179, 1071, 2197]
army-graphic bbox=[600, 944, 1146, 1251]
article-bharata bbox=[32, 818, 1146, 2249]
byline-underline bbox=[413, 331, 542, 333]
article-byline: ಪ್ರಮಥವಾಣಿ.ಕಾಂ bbox=[413, 309, 492, 325]
article-byline: ಪ್ರಮಥವಾಣಿ.ಕಾಂ bbox=[1161, 1135, 1240, 1152]
page-number: 4 bbox=[32, 27, 65, 81]
army-flag-photo bbox=[600, 944, 1146, 1251]
author-photo bbox=[882, 1273, 1135, 1542]
